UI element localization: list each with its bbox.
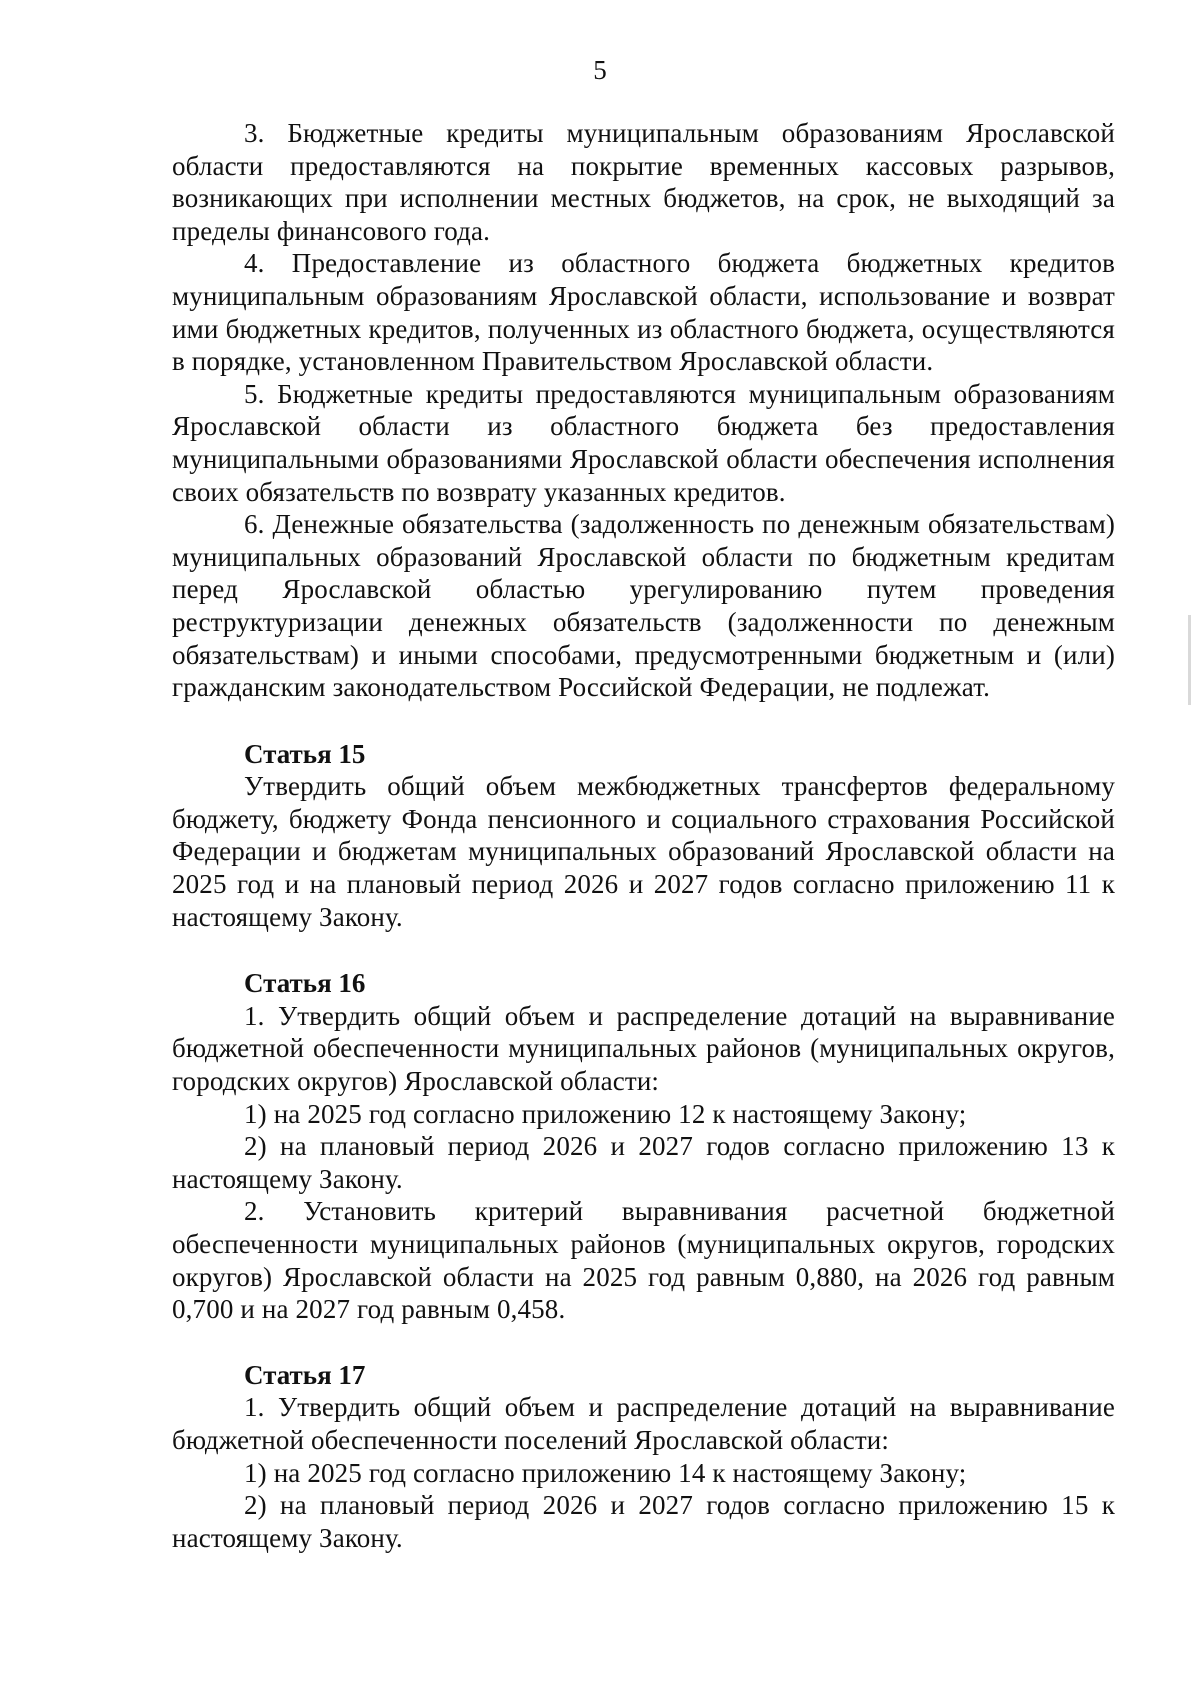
article-16 — [172, 967, 1115, 1326]
article-16-item-2: 2. Установить критерий выравнивания расчетной бюджетной обеспеченности муниципальных районов (муниципальных округов, городских округов) Ярославской области на 2025 год равным 0,880, на 2026 год равным 0,700 и на 2027 год равным 0,458. — [172, 1196, 1115, 1325]
paragraph-item-3: 3. Бюджетные кредиты муниципальным образованиям Ярославской области предоставляются на покрытие временных кассовых разрывов, возникающих при исполнении местных бюджетов, на срок, не выходящий за пределы финансового года. — [172, 118, 1115, 246]
section-gap — [172, 1326, 1115, 1359]
article-17-heading: Статья 17 — [244, 1359, 366, 1390]
paragraph-item-6: 6. Денежные обязательства (задолженность по денежным обязательствам) муниципальных образований Ярославской области по бюджетным кредитам перед Ярославской областью урегулированию путем проведения реструктуризации денежных обязательств (задолженности по денежным обязательствам) и иными способами, предусмотренными бюджетным и (или) гражданским законодательством Российской Федерации, не подлежат. — [172, 509, 1115, 703]
paragraph-item-4: 4. Предоставление из областного бюджета бюджетных кредитов муниципальным образованиям Ярославской области, использование и возврат ими бюджетных кредитов, полученных из областного бюджета, осуществляются в порядке, установленном Правительством Ярославской области. — [172, 248, 1115, 377]
article-16-subitem-1: 1) на 2025 год согласно приложению 12 к настоящему Закону; — [244, 1098, 967, 1129]
article-16-item-1: 1. Утвердить общий объем и распределение дотаций на выравнивание бюджетной обеспеченности муниципальных районов (муниципальных округов, городских округов) Ярославской области: — [172, 1000, 1115, 1097]
article-14-continuation — [172, 117, 1115, 704]
article-17-subitem-2: 2) на плановый период 2026 и 2027 годов согласно приложению 15 к настоящему Закону. — [172, 1490, 1115, 1553]
section-gap — [172, 933, 1115, 967]
article-16-subitem-2: 2) на плановый период 2026 и 2027 годов согласно приложению 13 к настоящему Закону. — [172, 1131, 1115, 1194]
article-17-subitem-1: 1) на 2025 год согласно приложению 14 к настоящему Закону; — [244, 1457, 967, 1488]
article-17 — [172, 1359, 1115, 1555]
section-gap — [172, 704, 1115, 738]
document-body — [172, 117, 1115, 1554]
page-number: 5 — [593, 55, 607, 85]
article-17-item-1: 1. Утвердить общий объем и распределение дотаций на выравнивание бюджетной обеспеченности поселений Ярославской области: — [172, 1392, 1115, 1455]
paragraph-item-5: 5. Бюджетные кредиты предоставляются муниципальным образованиям Ярославской области из областного бюджета без предоставления муниципальными образованиями Ярославской области обеспечения исполнения своих обязательств по возврату указанных кредитов. — [172, 378, 1115, 507]
article-16-heading: Статья 16 — [244, 968, 366, 999]
article-15-text: Утвердить общий объем межбюджетных трансфертов федеральному бюджету, бюджету Фонда пенсионного и социального страхования Российской Федерации и бюджетам муниципальных образований Ярославской области на 2025 год и на плановый период 2026 и 2027 годов согласно приложению 11 к настоящему Закону. — [172, 771, 1115, 932]
article-15-heading: Статья 15 — [244, 738, 366, 769]
margin-scan-mark — [1188, 615, 1191, 705]
article-15 — [172, 738, 1115, 934]
